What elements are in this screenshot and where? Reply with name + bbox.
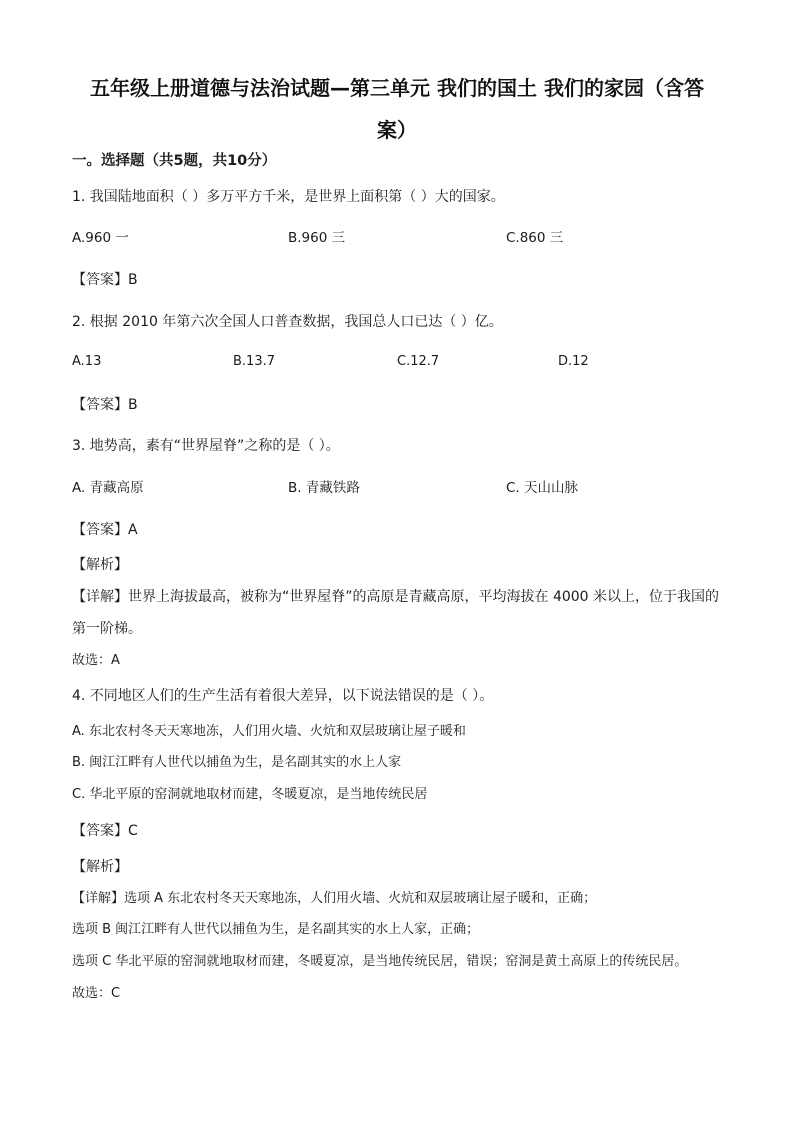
question-1-stem: 1. 我国陆地面积（ ）多万平方千米，是世界上面积第（ ）大的国家。	[72, 189, 505, 205]
question-2-stem: 2. 根据 2010 年第六次全国人口普查数据，我国总人口已达（ ）亿。	[72, 314, 503, 330]
question-3-detail-line2: 第一阶梯。	[72, 621, 142, 637]
document-title-line1: 五年级上册道德与法治试题—第三单元 我们的国土 我们的家园（含答	[90, 76, 704, 100]
question-4-stem: 4. 不同地区人们的生产生活有着很大差异，以下说法错误的是（ ）。	[72, 688, 494, 704]
question-2-option-d: D.12	[558, 354, 589, 369]
question-2-option-b: B.13.7	[233, 354, 275, 369]
question-2-answer: 【答案】B	[72, 397, 138, 413]
question-4-analysis-label: 【解析】	[72, 859, 128, 875]
question-4-detail-line3: 选项 C 华北平原的窑洞就地取材而建，冬暖夏凉，是当地传统民居，错误；窑洞是黄土高原上的传统民居。	[72, 954, 688, 969]
question-3-answer: 【答案】A	[72, 522, 138, 538]
question-4-detail-line1: 【详解】选项 A 东北农村冬天天寒地冻，人们用火墙、火炕和双层玻璃让屋子暖和，正确；	[72, 891, 597, 906]
question-4-option-b: B. 闽江江畔有人世代以捕鱼为生，是名副其实的水上人家	[72, 755, 402, 770]
question-1-option-c: C.860 三	[506, 230, 564, 246]
question-2-option-c: C.12.7	[397, 354, 440, 369]
question-4-detail-line2: 选项 B 闽江江畔有人世代以捕鱼为生，是名副其实的水上人家，正确；	[72, 922, 480, 937]
question-1-answer: 【答案】B	[72, 272, 138, 288]
question-3-stem: 3. 地势高，素有“世界屋脊”之称的是（ ）。	[72, 438, 340, 454]
question-4-answer: 【答案】C	[72, 823, 138, 839]
question-2-option-a: A.13	[72, 354, 102, 369]
question-3-option-c: C. 天山山脉	[506, 480, 579, 496]
question-1-option-a: A.960 一	[72, 230, 129, 246]
question-3-option-a: A. 青藏高原	[72, 480, 144, 496]
question-3-option-b: B. 青藏铁路	[288, 480, 360, 496]
question-4-option-a: A. 东北农村冬天天寒地冻，人们用火墙、火炕和双层玻璃让屋子暖和	[72, 724, 466, 739]
question-1-option-b: B.960 三	[288, 230, 346, 246]
question-3-choice: 故选：A	[72, 653, 120, 668]
question-4-choice: 故选：C	[72, 986, 121, 1001]
question-3-analysis-label: 【解析】	[72, 557, 128, 573]
question-3-detail-line1: 【详解】世界上海拔最高，被称为“世界屋脊”的高原是青藏高原，平均海拔在 4000 米以上，位于我国的	[72, 589, 720, 605]
question-4-option-c: C. 华北平原的窑洞就地取材而建，冬暖夏凉，是当地传统民居	[72, 787, 428, 802]
section-heading: 一。选择题（共5题，共10分）	[72, 153, 277, 169]
document-title-line2: 案）	[377, 118, 417, 142]
